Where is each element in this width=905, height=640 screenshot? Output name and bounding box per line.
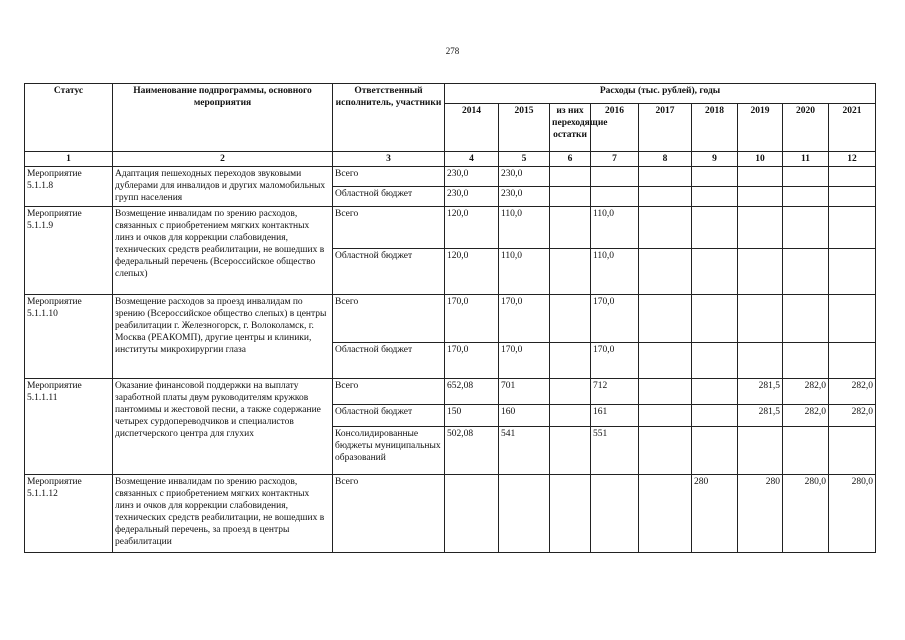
row-value	[550, 427, 591, 475]
column-number: 2	[113, 152, 333, 167]
row-value: 170,0	[499, 295, 550, 343]
row-value	[692, 187, 738, 207]
row-value: 161	[591, 405, 639, 427]
column-number: 9	[692, 152, 738, 167]
row-value	[738, 167, 783, 187]
row-value	[692, 207, 738, 249]
row-value	[692, 405, 738, 427]
row-value	[692, 249, 738, 295]
row-value	[639, 207, 692, 249]
row-value	[692, 379, 738, 405]
row-responsible: Всего	[333, 167, 445, 187]
row-value: 282,0	[783, 379, 829, 405]
row-value: 160	[499, 405, 550, 427]
row-value	[550, 167, 591, 187]
row-value	[783, 187, 829, 207]
row-value	[783, 427, 829, 475]
row-value: 230,0	[499, 167, 550, 187]
row-status: Мероприятие 5.1.1.8	[25, 167, 113, 207]
row-responsible: Областной бюджет	[333, 405, 445, 427]
row-value	[445, 475, 499, 553]
row-responsible: Областной бюджет	[333, 187, 445, 207]
row-value	[829, 187, 876, 207]
header-year: 2014	[445, 104, 499, 152]
row-value: 120,0	[445, 249, 499, 295]
row-value	[829, 249, 876, 295]
row-value: 230,0	[445, 167, 499, 187]
column-number: 1	[25, 152, 113, 167]
row-value: 110,0	[591, 249, 639, 295]
column-number: 11	[783, 152, 829, 167]
row-value: 230,0	[445, 187, 499, 207]
row-value	[639, 475, 692, 553]
row-status: Мероприятие 5.1.1.12	[25, 475, 113, 553]
row-value	[692, 295, 738, 343]
table-row	[25, 475, 876, 553]
row-value: 280	[738, 475, 783, 553]
row-name: Возмещение инвалидам по зрению расходов, связанных с приобретением мягких контактных линз и очков для коррекции слабовидения, технических средств реабилитации, не вошедших в федеральный перечень (Всероссийское общество слепых)	[113, 207, 333, 295]
row-value: 701	[499, 379, 550, 405]
row-value: 280	[692, 475, 738, 553]
row-value	[738, 249, 783, 295]
row-status: Мероприятие 5.1.1.10	[25, 295, 113, 379]
row-value: 282,0	[783, 405, 829, 427]
row-value	[639, 405, 692, 427]
row-value: 280,0	[783, 475, 829, 553]
row-value: 120,0	[445, 207, 499, 249]
row-value	[738, 295, 783, 343]
header-status: Статус	[25, 84, 113, 152]
row-responsible: Консолидированные бюджеты муниципальных образований	[333, 427, 445, 475]
row-value: 230,0	[499, 187, 550, 207]
row-value: 110,0	[591, 207, 639, 249]
row-value: 170,0	[591, 295, 639, 343]
row-value	[783, 249, 829, 295]
row-value	[499, 475, 550, 553]
column-number: 10	[738, 152, 783, 167]
row-value	[829, 295, 876, 343]
row-value	[829, 207, 876, 249]
table-body	[25, 167, 876, 553]
row-value	[591, 187, 639, 207]
row-value	[692, 167, 738, 187]
row-responsible: Областной бюджет	[333, 343, 445, 379]
table-row	[25, 167, 876, 187]
row-responsible: Всего	[333, 207, 445, 249]
row-value	[550, 343, 591, 379]
row-value	[639, 295, 692, 343]
row-name: Возмещение инвалидам по зрению расходов, связанных с приобретением мягких контактных линз и очков для коррекции слабовидения, технических средств реабилитации, не вошедших в федеральный перечень, за проезд в центры реабилитации	[113, 475, 333, 553]
row-status: Мероприятие 5.1.1.9	[25, 207, 113, 295]
row-responsible: Всего	[333, 379, 445, 405]
header-year: 2019	[738, 104, 783, 152]
row-value	[829, 427, 876, 475]
column-number: 4	[445, 152, 499, 167]
header-expenses: Расходы (тыс. рублей), годы	[445, 84, 876, 104]
header-year: 2016	[591, 104, 639, 152]
row-value	[550, 475, 591, 553]
budget-table	[24, 83, 876, 553]
header-year: 2015	[499, 104, 550, 152]
table-row	[25, 379, 876, 405]
row-value	[783, 295, 829, 343]
table-header	[25, 84, 876, 167]
row-value: 150	[445, 405, 499, 427]
header-name: Наименование подпрограммы, основного мероприятия	[113, 84, 333, 152]
row-value: 170,0	[445, 343, 499, 379]
header-responsible: Ответственный исполнитель, участники	[333, 84, 445, 152]
row-value	[550, 249, 591, 295]
row-value	[738, 343, 783, 379]
row-value: 541	[499, 427, 550, 475]
header-year: из них переходящие остатки	[550, 104, 591, 152]
row-value	[783, 167, 829, 187]
row-value	[550, 207, 591, 249]
row-value: 280,0	[829, 475, 876, 553]
row-value	[829, 343, 876, 379]
row-value	[639, 187, 692, 207]
row-value	[550, 405, 591, 427]
column-number: 12	[829, 152, 876, 167]
row-value	[639, 167, 692, 187]
row-name: Оказание финансовой поддержки на выплату заработной платы двум руководителям кружков пантомимы и жестовой песни, а также содержание четырех сурдопереводчиков и специалистов диспетчерского центра для глухих	[113, 379, 333, 475]
header-year: 2018	[692, 104, 738, 152]
row-value	[550, 295, 591, 343]
row-value: 170,0	[445, 295, 499, 343]
row-value	[639, 427, 692, 475]
row-value: 551	[591, 427, 639, 475]
row-value: 110,0	[499, 249, 550, 295]
row-value	[591, 475, 639, 553]
row-value	[829, 167, 876, 187]
row-value: 282,0	[829, 379, 876, 405]
row-responsible: Всего	[333, 295, 445, 343]
table-row	[25, 295, 876, 343]
row-value: 170,0	[591, 343, 639, 379]
column-number: 3	[333, 152, 445, 167]
row-value: 170,0	[499, 343, 550, 379]
row-value	[639, 343, 692, 379]
row-value: 502,08	[445, 427, 499, 475]
row-value	[738, 187, 783, 207]
page-number: 278	[445, 46, 460, 56]
row-responsible: Всего	[333, 475, 445, 553]
header-year: 2017	[639, 104, 692, 152]
column-number: 5	[499, 152, 550, 167]
row-value: 712	[591, 379, 639, 405]
row-value: 652,08	[445, 379, 499, 405]
header-year: 2020	[783, 104, 829, 152]
column-number: 8	[639, 152, 692, 167]
header-year: 2021	[829, 104, 876, 152]
row-value	[591, 167, 639, 187]
row-value	[738, 427, 783, 475]
column-number: 7	[591, 152, 639, 167]
row-value: 110,0	[499, 207, 550, 249]
row-value: 281,5	[738, 405, 783, 427]
row-value	[738, 207, 783, 249]
row-value: 281,5	[738, 379, 783, 405]
row-value	[783, 207, 829, 249]
row-value	[639, 249, 692, 295]
row-responsible: Областной бюджет	[333, 249, 445, 295]
row-value	[639, 379, 692, 405]
row-value	[783, 343, 829, 379]
row-status: Мероприятие 5.1.1.11	[25, 379, 113, 475]
row-value	[550, 379, 591, 405]
row-value	[550, 187, 591, 207]
row-value	[692, 343, 738, 379]
table-row	[25, 207, 876, 249]
row-name: Адаптация пешеходных переходов звуковыми дублерами для инвалидов и других маломобильных групп населения	[113, 167, 333, 207]
column-number: 6	[550, 152, 591, 167]
row-value: 282,0	[829, 405, 876, 427]
row-value	[692, 427, 738, 475]
row-name: Возмещение расходов за проезд инвалидам по зрению (Всероссийское общество слепых) в центры реабилитации г. Железногорск, г. Волоколамск, г. Москва (РЕАКОМП), другие центры и клиники, институты микрохирургии глаза	[113, 295, 333, 379]
